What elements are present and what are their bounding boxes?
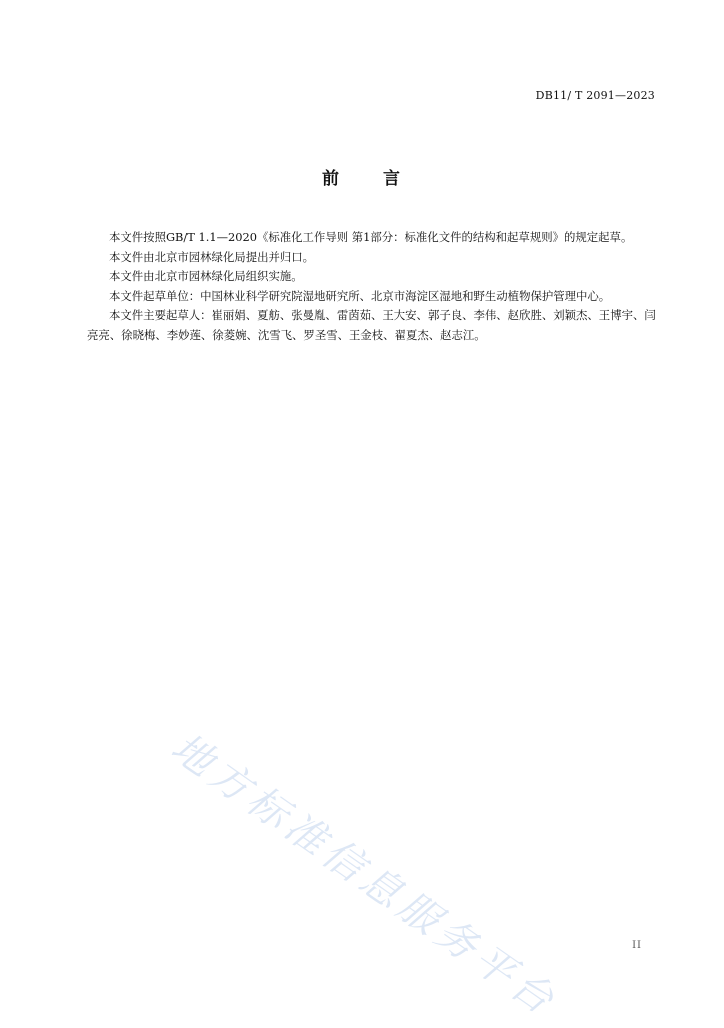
title-char-1: 前 [322, 169, 341, 189]
paragraph-drafting-units: 本文件起草单位：中国林业科学研究院湿地研究所、北京市海淀区湿地和野生动植物保护管理中心。 [109, 288, 611, 303]
paragraph-implementer: 本文件由北京市园林绿化局组织实施。 [109, 269, 303, 284]
foreword-body [87, 228, 660, 346]
paragraph-drafting-rules: 本文件按照GB/T 1.1—2020《标准化工作导则 第1部分：标准化文件的结构和起草规则》的规定起草。 [109, 230, 633, 244]
watermark: 地方标准信息服务平台 [162, 724, 566, 1027]
paragraph-drafters: 本文件主要起草人：崔丽娟、夏舫、张曼胤、雷茵茹、王大安、郭子良、李伟、赵欣胜、刘颖杰、王博宇、闫亮亮、徐晓梅、李妙莲、徐菱婉、沈雪飞、罗圣雪、王金枝、翟夏杰、赵志江。 [87, 308, 656, 342]
paragraph-proposer: 本文件由北京市园林绿化局提出并归口。 [109, 249, 315, 264]
page-number: II [632, 940, 642, 951]
standard-code: DB11/ T 2091—2023 [535, 89, 655, 102]
page-title [0, 164, 724, 189]
title-char-2: 言 [383, 169, 402, 189]
